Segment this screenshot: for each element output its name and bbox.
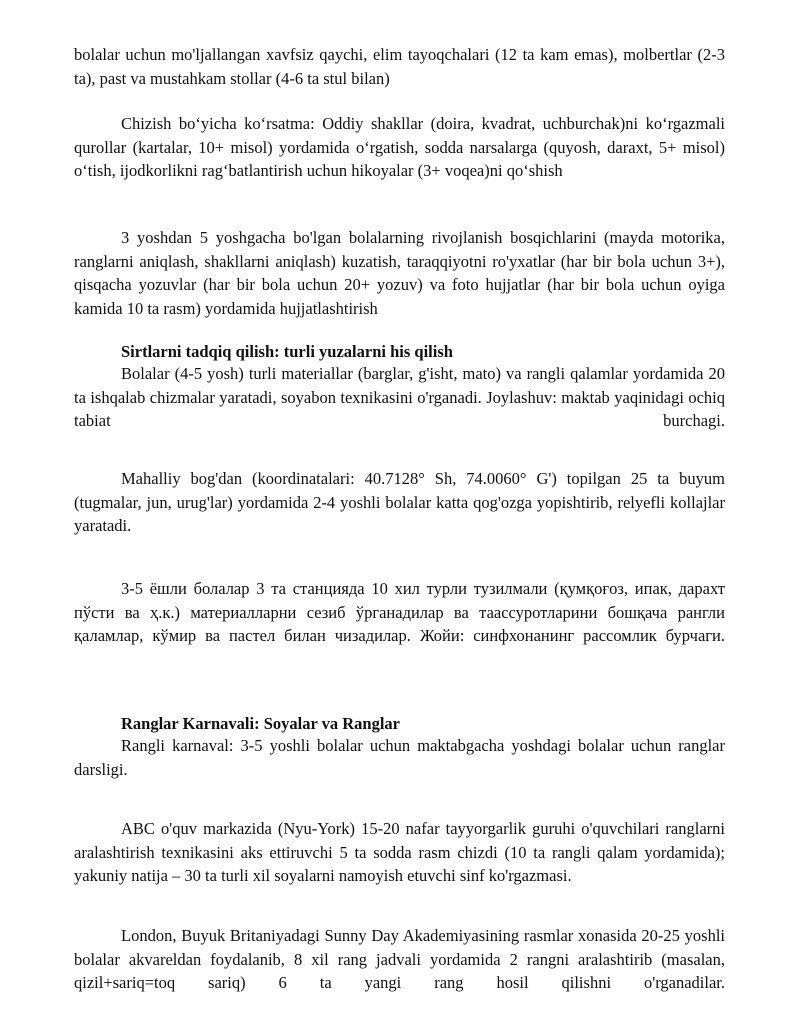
- section-heading-surfaces: Sirtlarni tadqiq qilish: turli yuzalarni his qilish: [121, 342, 453, 361]
- paragraph-drawing-guidance: Chizish boʻyicha koʻrsatma: Oddiy shakllar (doira, kvadrat, uchburchak)ni koʻrgazmali qurollar (kartalar, 10+ misol) yordamida oʻrgatish, sodda narsalarga (quyosh, daraxt, 5+ misol) oʻtish, ijodkorlikni ragʻbatlantirish uchun hikoyalar (3+ voqea)ni qoʻshish: [74, 114, 725, 180]
- paragraph-development-tracking: 3 yoshdan 5 yoshgacha bo'lgan bolalarning rivojlanish bosqichlarini (mayda motorika, ranglarni aniqlash, shakllarni aniqlash) kuzatish, taraqqiyotni ro'yxatlar (har bir bola uchun 3+), qisqacha yozuvlar (har bir bola uchun 20+ yozuv) va foto hujjatlar (har bir bola uchun oyiga kamida 10 ta rasm) yordamida hujjatlashtirish: [74, 228, 725, 318]
- paragraph-color-carnival: Rangli karnaval: 3-5 yoshli bolalar uchun maktabgacha yoshdagi bolalar uchun ranglar darsligi.: [74, 736, 725, 779]
- paragraph-supplies-continued: bolalar uchun mo'ljallangan xavfsiz qaychi, elim tayoqchalari (12 ta kam emas), molbertlar (2-3 ta), past va mustahkam stollar (4-6 ta stul bilan): [74, 45, 725, 88]
- paragraph-rubbing-drawings: Bolalar (4-5 yosh) turli materiallar (barglar, g'isht, mato) va rangli qalamlar yordamida 20 ta ishqalab chizmalar yaratadi, soyabon texnikasini o'rganadi. Joylashuv: maktab yaqinidagi ochiq tabiat burchagi.: [74, 364, 725, 430]
- paragraph-abc-center: ABC o'quv markazida (Nyu-York) 15-20 nafar tayyorgarlik guruhi o'quvchilari ranglarni aralashtirish texnikasini aks ettiruvchi 5 ta sodda rasm chizdi (10 ta rangli qalam yordamida); yakuniy natija – 30 ta turli xil soyalarni namoyish etuvchi sinf ko'rgazmasi.: [74, 819, 725, 885]
- paragraph-relief-collages: Mahalliy bog'dan (koordinatalari: 40.7128° Sh, 74.0060° G') topilgan 25 ta buyum (tugmalar, jun, urug'lar) yordamida 2-4 yoshli bolalar katta qog'ozga yopishtirib, relyefli kollajlar yaratadi.: [74, 469, 725, 535]
- paragraph-sunny-day-academy: London, Buyuk Britaniyadagi Sunny Day Akademiyasining rasmlar xonasida 20-25 yoshli bolalar akvareldan foydalanib, 8 xil rang jadvali yordamida 2 rangni aralashtirib (masalan, qizil+sariq=toq sariq) 6 ta yangi rang hosil qilishni o'rganadilar.: [74, 926, 725, 992]
- paragraph-texture-stations: 3-5 ёшли болалар 3 та станцияда 10 хил турли тузилмали (қумқоғоз, ипак, дарахт пўсти ва ҳ.к.) материалларни сезиб ўрганадилар ва таассуротларини бошқача рангли қаламлар, кўмир ва пастел билан чизадилар. Жойи: синфхонанинг рассомлик бурчаги.: [74, 579, 725, 645]
- section-heading-colors: Ranglar Karnavali: Soyalar va Ranglar: [121, 714, 400, 733]
